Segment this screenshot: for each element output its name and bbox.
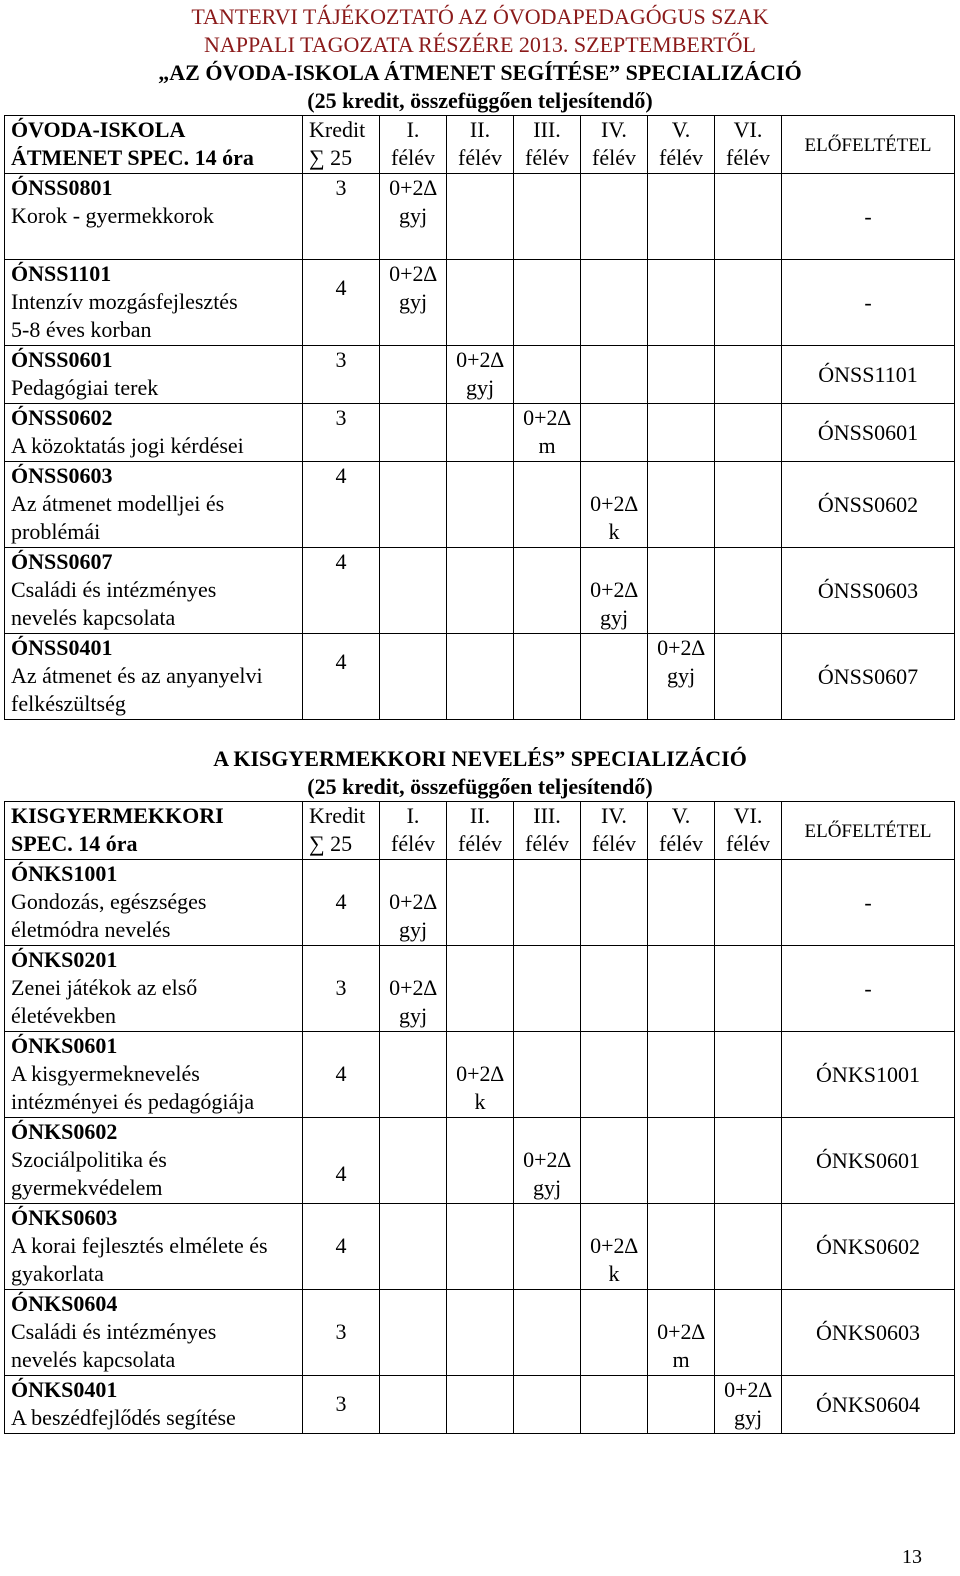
kredit-value: 4: [335, 649, 347, 674]
prerequisite-label: ELŐFELTÉTEL: [804, 820, 932, 842]
course-name: A beszédfejlődés segítése: [11, 1405, 236, 1430]
semester-cell-3: [514, 404, 581, 462]
prerequisite-value: ÓNKS0604: [816, 1391, 920, 1417]
prerequisite-value: -: [864, 203, 872, 229]
table-row: [5, 260, 955, 346]
kredit-value: 3: [335, 405, 347, 430]
semester-cell-3: [514, 634, 581, 720]
semester-cell-1: [380, 260, 447, 346]
exam-type: gyj: [532, 1175, 562, 1200]
semester-felev: félév: [525, 831, 569, 856]
semester-cell-5: [648, 634, 715, 720]
semester-cell-5: [648, 946, 715, 1032]
course-code: ÓNKS1001: [11, 861, 118, 886]
kredit-value: 4: [335, 889, 347, 914]
header-kredit-sum: ∑ 25: [309, 831, 353, 856]
prerequisite-cell: [782, 860, 955, 946]
prerequisite-cell: [782, 404, 955, 462]
semester-cell-3: [514, 260, 581, 346]
semester-cell-5: [648, 860, 715, 946]
semester-cell-1: [380, 346, 447, 404]
semester-cell-4: [581, 860, 648, 946]
hours-value: 0+2∆: [724, 1377, 772, 1402]
semester-cell-3: [514, 860, 581, 946]
course-name: A közoktatás jogi kérdései: [11, 433, 244, 458]
semester-cell-5: [648, 548, 715, 634]
course-cell: [5, 346, 303, 404]
kredit-cell: [303, 946, 380, 1032]
semester-number: V.: [671, 803, 691, 828]
hours-value: 0+2∆: [456, 347, 504, 372]
hours-value: 0+2∆: [657, 1319, 705, 1344]
semester-felev: félév: [726, 831, 770, 856]
prerequisite-cell: [782, 1204, 955, 1290]
semester-cell-1: [380, 174, 447, 260]
section1-table: [4, 115, 955, 720]
prerequisite-cell: [782, 946, 955, 1032]
semester-cell-3: [514, 1204, 581, 1290]
kredit-cell: [303, 174, 380, 260]
header-semester-5: [648, 802, 715, 860]
section1-title: „AZ ÓVODA-ISKOLA ÁTMENET SEGÍTÉSE” SPECIALIZÁCIÓ: [158, 60, 802, 85]
kredit-cell: [303, 1204, 380, 1290]
semester-felev: félév: [592, 145, 636, 170]
semester-cell-2: [447, 462, 514, 548]
table-row: [5, 946, 955, 1032]
prerequisite-value: -: [864, 975, 872, 1001]
semester-cell-1: [380, 462, 447, 548]
header-course-cell: [5, 802, 303, 860]
header-semester-1: [380, 116, 447, 174]
table-row: [5, 548, 955, 634]
header-semester-1: [380, 802, 447, 860]
exam-type: gyj: [398, 289, 428, 314]
course-code: ÓNSS0603: [11, 463, 113, 488]
course-cell: [5, 634, 303, 720]
semester-cell-3: [514, 946, 581, 1032]
semester-cell-6: [715, 260, 782, 346]
semester-felev: félév: [592, 831, 636, 856]
kredit-value: 3: [335, 175, 347, 200]
course-cell: [5, 548, 303, 634]
prerequisite-cell: [782, 462, 955, 548]
semester-cell-6: [715, 462, 782, 548]
kredit-value: 4: [335, 463, 347, 488]
semester-cell-1: [380, 1376, 447, 1434]
course-name: Pedagógiai terek: [11, 375, 159, 400]
course-name: életévekben: [11, 1003, 117, 1028]
semester-felev: félév: [391, 145, 435, 170]
semester-cell-3: [514, 1376, 581, 1434]
kredit-value: 4: [335, 1061, 347, 1086]
semester-cell-6: [715, 346, 782, 404]
header-kredit-label: Kredit: [309, 803, 366, 828]
kredit-cell: [303, 548, 380, 634]
semester-cell-2: [447, 346, 514, 404]
header-semester-6: [715, 116, 782, 174]
semester-number: II.: [469, 117, 491, 142]
course-name: gyermekvédelem: [11, 1175, 163, 1200]
prerequisite-cell: [782, 1376, 955, 1434]
semester-cell-2: [447, 404, 514, 462]
course-name: Családi és intézményes: [11, 1319, 217, 1344]
course-name: életmódra nevelés: [11, 917, 171, 942]
course-name: Gondozás, egészséges: [11, 889, 207, 914]
semester-number: VI.: [733, 803, 763, 828]
hours-value: 0+2∆: [389, 975, 437, 1000]
semester-cell-1: [380, 634, 447, 720]
kredit-value: 4: [335, 1161, 347, 1186]
course-name: nevelés kapcsolata: [11, 1347, 176, 1372]
semester-cell-4: [581, 404, 648, 462]
kredit-cell: [303, 346, 380, 404]
section1-subtitle: (25 kredit, összefüggően teljesítendő): [307, 88, 653, 113]
kredit-value: 3: [335, 347, 347, 372]
hours-value: 0+2∆: [523, 405, 571, 430]
header-semester-5: [648, 116, 715, 174]
semester-cell-1: [380, 1204, 447, 1290]
header-semester-4: [581, 116, 648, 174]
semester-cell-2: [447, 260, 514, 346]
exam-type: gyj: [666, 663, 696, 688]
hours-value: 0+2∆: [389, 261, 437, 286]
prerequisite-cell: [782, 1032, 955, 1118]
prerequisite-value: ÓNSS0607: [817, 663, 919, 689]
prerequisite-cell: [782, 174, 955, 260]
header-kredit-label: Kredit: [309, 117, 366, 142]
table-row: [5, 1118, 955, 1204]
semester-cell-5: [648, 462, 715, 548]
course-cell: [5, 260, 303, 346]
course-cell: [5, 1376, 303, 1434]
semester-felev: félév: [659, 831, 703, 856]
prerequisite-cell: [782, 1118, 955, 1204]
exam-type: gyj: [398, 1003, 428, 1028]
semester-cell-6: [715, 404, 782, 462]
semester-cell-6: [715, 174, 782, 260]
semester-cell-6: [715, 1290, 782, 1376]
course-name: Az átmenet és az anyanyelvi: [11, 663, 263, 688]
kredit-cell: [303, 1032, 380, 1118]
header-spec-hours: ÁTMENET SPEC. 14 óra: [11, 145, 254, 170]
prerequisite-cell: [782, 260, 955, 346]
exam-type: gyj: [733, 1405, 763, 1430]
semester-cell-3: [514, 346, 581, 404]
semester-cell-5: [648, 404, 715, 462]
semester-cell-6: [715, 946, 782, 1032]
table-row: [5, 860, 955, 946]
header-course-cell: [5, 116, 303, 174]
semester-number: IV.: [601, 803, 627, 828]
course-code: ÓNKS0602: [11, 1119, 118, 1144]
semester-cell-6: [715, 1376, 782, 1434]
table-row: [5, 174, 955, 260]
course-cell: [5, 1204, 303, 1290]
header-kredit-sum: ∑ 25: [309, 145, 353, 170]
table-row: [5, 1032, 955, 1118]
header-semester-2: [447, 802, 514, 860]
kredit-value: 3: [335, 1319, 347, 1344]
semester-cell-3: [514, 1290, 581, 1376]
course-cell: [5, 1118, 303, 1204]
prerequisite-label: ELŐFELTÉTEL: [804, 134, 932, 156]
table-row: [5, 1204, 955, 1290]
exam-type: m: [672, 1347, 690, 1372]
header-semester-6: [715, 802, 782, 860]
prerequisite-value: ÓNSS1101: [818, 361, 918, 387]
semester-cell-4: [581, 260, 648, 346]
exam-type: k: [608, 519, 620, 544]
course-code: ÓNKS0401: [11, 1377, 118, 1402]
header-prerequisite: [782, 116, 955, 174]
header-spec-name: ÓVODA-ISKOLA: [11, 117, 186, 142]
course-code: ÓNKS0601: [11, 1033, 118, 1058]
semester-cell-4: [581, 462, 648, 548]
exam-type: gyj: [398, 917, 428, 942]
course-code: ÓNSS0601: [11, 347, 113, 372]
semester-cell-5: [648, 1032, 715, 1118]
kredit-cell: [303, 462, 380, 548]
hours-value: 0+2∆: [523, 1147, 571, 1172]
kredit-value: 3: [335, 1391, 347, 1416]
semester-number: V.: [671, 117, 691, 142]
course-name: 5-8 éves korban: [11, 317, 152, 342]
header-semester-3: [514, 116, 581, 174]
semester-cell-6: [715, 1118, 782, 1204]
semester-number: I.: [406, 117, 420, 142]
course-cell: [5, 860, 303, 946]
course-cell: [5, 462, 303, 548]
header-spec-hours: SPEC. 14 óra: [11, 831, 138, 856]
semester-cell-6: [715, 1204, 782, 1290]
semester-cell-4: [581, 548, 648, 634]
semester-felev: félév: [391, 831, 435, 856]
semester-cell-6: [715, 1032, 782, 1118]
semester-cell-2: [447, 1204, 514, 1290]
doc-header-line2: NAPPALI TAGOZATA RÉSZÉRE 2013. SZEPTEMBERTŐL: [204, 32, 756, 57]
semester-cell-2: [447, 1376, 514, 1434]
semester-cell-2: [447, 1290, 514, 1376]
prerequisite-cell: [782, 548, 955, 634]
prerequisite-cell: [782, 634, 955, 720]
course-code: ÓNSS0602: [11, 405, 113, 430]
kredit-value: 4: [335, 549, 347, 574]
semester-number: III.: [533, 803, 561, 828]
course-name: Intenzív mozgásfejlesztés: [11, 289, 238, 314]
kredit-value: 4: [335, 1233, 347, 1258]
semester-cell-1: [380, 946, 447, 1032]
table-row: [5, 1376, 955, 1434]
course-name: A kisgyermeknevelés: [11, 1061, 200, 1086]
semester-cell-4: [581, 946, 648, 1032]
prerequisite-cell: [782, 1290, 955, 1376]
semester-cell-2: [447, 860, 514, 946]
table-header-row: [5, 802, 955, 860]
semester-cell-6: [715, 548, 782, 634]
semester-cell-5: [648, 1290, 715, 1376]
header-semester-2: [447, 116, 514, 174]
section2-title: A KISGYERMEKKORI NEVELÉS” SPECIALIZÁCIÓ: [213, 746, 747, 771]
semester-cell-2: [447, 548, 514, 634]
hours-value: 0+2∆: [590, 577, 638, 602]
exam-type: gyj: [599, 605, 629, 630]
course-code: ÓNKS0603: [11, 1205, 118, 1230]
kredit-cell: [303, 260, 380, 346]
prerequisite-value: -: [864, 289, 872, 315]
exam-type: gyj: [465, 375, 495, 400]
semester-cell-5: [648, 1204, 715, 1290]
semester-cell-2: [447, 946, 514, 1032]
semester-number: II.: [469, 803, 491, 828]
prerequisite-value: ÓNSS0603: [817, 577, 919, 603]
course-code: ÓNKS0201: [11, 947, 118, 972]
prerequisite-value: ÓNSS0602: [817, 491, 919, 517]
kredit-cell: [303, 860, 380, 946]
section2-subtitle: (25 kredit, összefüggően teljesítendő): [307, 774, 653, 799]
semester-cell-4: [581, 174, 648, 260]
table-row: [5, 346, 955, 404]
hours-value: 0+2∆: [590, 491, 638, 516]
header-spec-name: KISGYERMEKKORI: [11, 803, 224, 828]
semester-cell-5: [648, 1376, 715, 1434]
course-name: Családi és intézményes: [11, 577, 217, 602]
course-name: Az átmenet modelljei és: [11, 491, 225, 516]
table-header-row: [5, 116, 955, 174]
semester-felev: félév: [458, 145, 502, 170]
course-name: intézményei és pedagógiája: [11, 1089, 255, 1114]
prerequisite-value: ÓNKS0603: [816, 1319, 920, 1345]
course-cell: [5, 404, 303, 462]
semester-cell-3: [514, 1118, 581, 1204]
course-name: Korok - gyermekkorok: [11, 203, 214, 228]
semester-cell-4: [581, 1376, 648, 1434]
header-kredit-cell: [303, 116, 380, 174]
semester-cell-4: [581, 1032, 648, 1118]
semester-cell-2: [447, 174, 514, 260]
kredit-cell: [303, 634, 380, 720]
table-row: [5, 1290, 955, 1376]
semester-cell-1: [380, 1032, 447, 1118]
prerequisite-cell: [782, 346, 955, 404]
course-cell: [5, 174, 303, 260]
course-name: Szociálpolitika és: [11, 1147, 167, 1172]
exam-type: k: [608, 1261, 620, 1286]
semester-cell-2: [447, 634, 514, 720]
course-name: gyakorlata: [11, 1261, 104, 1286]
kredit-cell: [303, 404, 380, 462]
course-name: felkészültség: [11, 691, 126, 716]
header-semester-3: [514, 802, 581, 860]
table-row: [5, 634, 955, 720]
table-row: [5, 462, 955, 548]
semester-cell-1: [380, 1290, 447, 1376]
semester-cell-2: [447, 1032, 514, 1118]
hours-value: 0+2∆: [456, 1061, 504, 1086]
course-cell: [5, 1290, 303, 1376]
hours-value: 0+2∆: [389, 889, 437, 914]
prerequisite-value: -: [864, 889, 872, 915]
course-code: ÓNKS0604: [11, 1291, 118, 1316]
semester-felev: félév: [458, 831, 502, 856]
exam-type: k: [474, 1089, 486, 1114]
course-code: ÓNSS0607: [11, 549, 113, 574]
semester-cell-1: [380, 860, 447, 946]
semester-felev: félév: [525, 145, 569, 170]
course-name: Zenei játékok az első: [11, 975, 198, 1000]
semester-cell-3: [514, 548, 581, 634]
course-code: ÓNSS0401: [11, 635, 113, 660]
doc-header-line1: TANTERVI TÁJÉKOZTATÓ AZ ÓVODAPEDAGÓGUS SZAK: [191, 4, 769, 29]
prerequisite-value: ÓNKS0601: [816, 1147, 920, 1173]
course-name: problémái: [11, 519, 101, 544]
semester-cell-5: [648, 174, 715, 260]
exam-type: gyj: [398, 203, 428, 228]
page-number: 13: [902, 1546, 922, 1568]
section2-table: [4, 801, 955, 1434]
exam-type: m: [538, 433, 556, 458]
header-kredit-cell: [303, 802, 380, 860]
hours-value: 0+2∆: [389, 175, 437, 200]
semester-cell-2: [447, 1118, 514, 1204]
semester-cell-1: [380, 404, 447, 462]
semester-cell-1: [380, 1118, 447, 1204]
semester-cell-3: [514, 1032, 581, 1118]
hours-value: 0+2∆: [590, 1233, 638, 1258]
kredit-value: 4: [335, 275, 347, 300]
kredit-cell: [303, 1376, 380, 1434]
semester-number: I.: [406, 803, 420, 828]
semester-cell-3: [514, 174, 581, 260]
semester-cell-5: [648, 346, 715, 404]
semester-cell-5: [648, 1118, 715, 1204]
semester-cell-4: [581, 634, 648, 720]
semester-cell-5: [648, 260, 715, 346]
semester-cell-6: [715, 860, 782, 946]
course-code: ÓNSS0801: [11, 175, 113, 200]
prerequisite-value: ÓNKS1001: [816, 1061, 920, 1087]
hours-value: 0+2∆: [657, 635, 705, 660]
semester-number: IV.: [601, 117, 627, 142]
course-code: ÓNSS1101: [11, 261, 112, 286]
course-cell: [5, 946, 303, 1032]
prerequisite-value: ÓNKS0602: [816, 1233, 920, 1259]
kredit-value: 3: [335, 975, 347, 1000]
semester-cell-4: [581, 1290, 648, 1376]
header-prerequisite: [782, 802, 955, 860]
prerequisite-value: ÓNSS0601: [817, 419, 919, 445]
semester-cell-4: [581, 1204, 648, 1290]
course-name: nevelés kapcsolata: [11, 605, 176, 630]
course-cell: [5, 1032, 303, 1118]
kredit-cell: [303, 1118, 380, 1204]
course-name: A korai fejlesztés elmélete és: [11, 1233, 268, 1258]
kredit-cell: [303, 1290, 380, 1376]
semester-number: III.: [533, 117, 561, 142]
semester-cell-6: [715, 634, 782, 720]
semester-felev: félév: [726, 145, 770, 170]
header-semester-4: [581, 802, 648, 860]
semester-number: VI.: [733, 117, 763, 142]
semester-cell-4: [581, 346, 648, 404]
table-row: [5, 404, 955, 462]
semester-cell-1: [380, 548, 447, 634]
semester-felev: félév: [659, 145, 703, 170]
semester-cell-3: [514, 462, 581, 548]
semester-cell-4: [581, 1118, 648, 1204]
